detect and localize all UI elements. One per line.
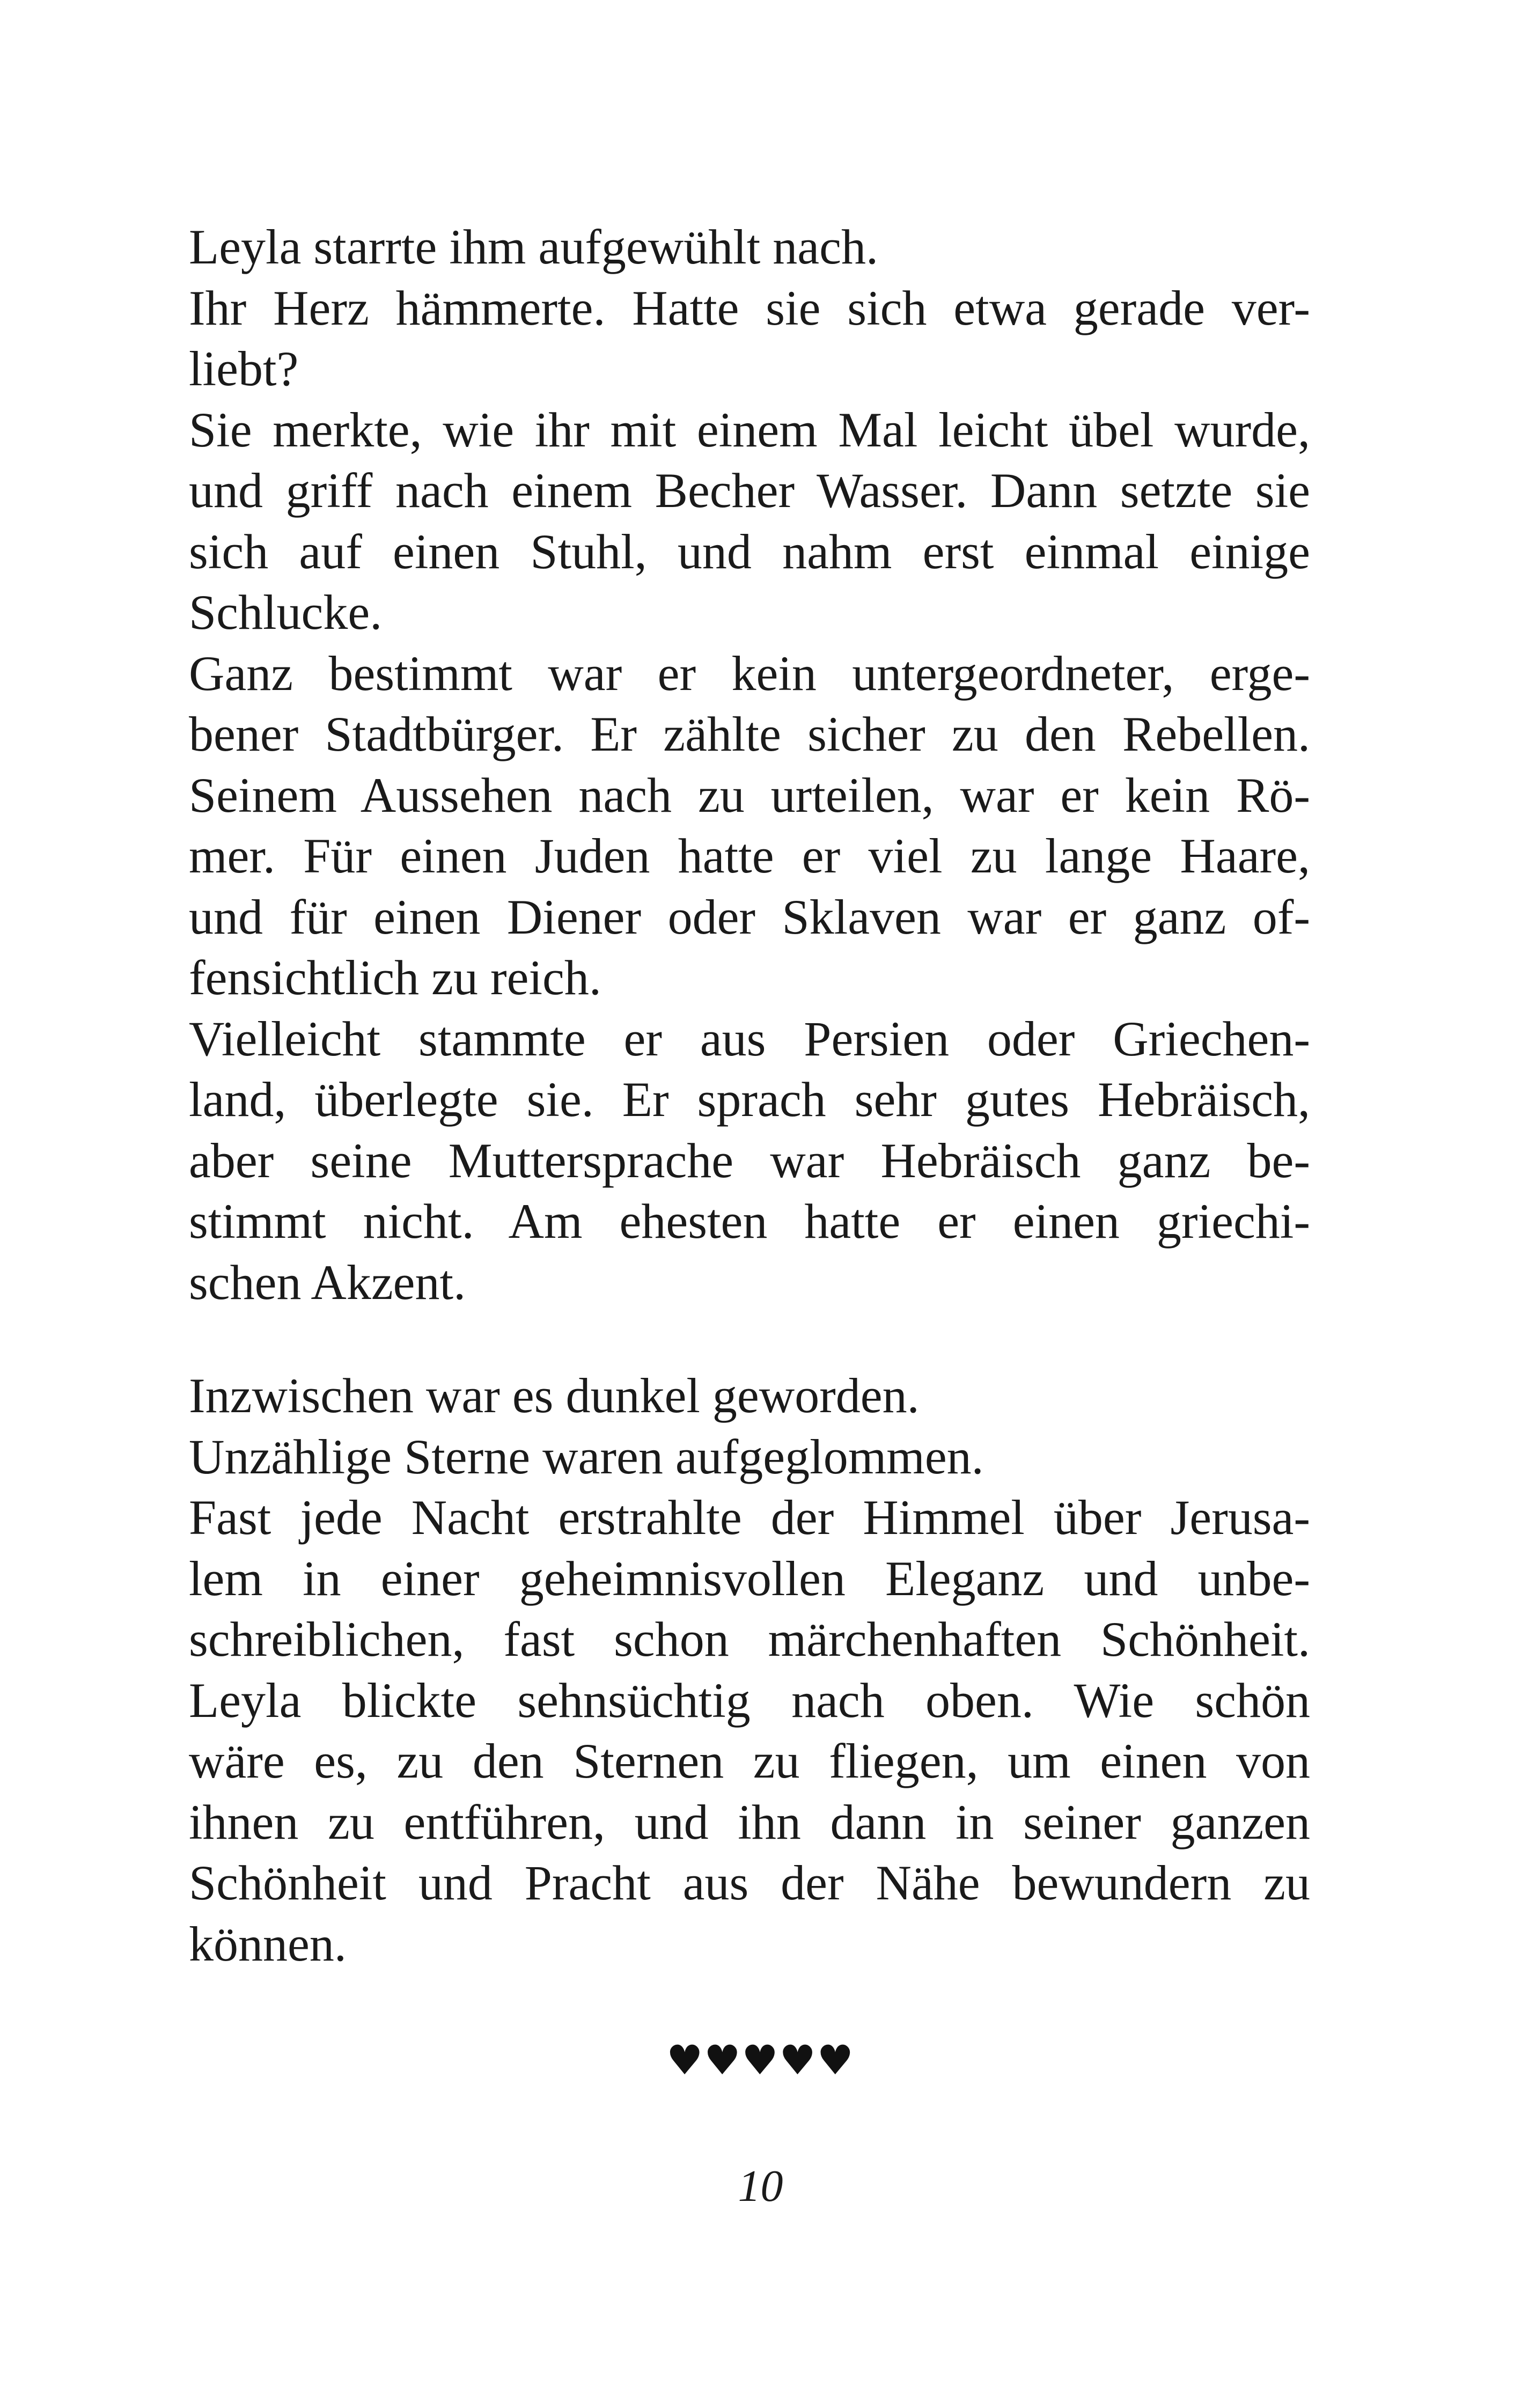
text-line: ihnen zu entführen, und ihn dann in seiner ganzen	[189, 1794, 1310, 1849]
text-line: Leyla blickte sehnsüchtig nach oben. Wie schön	[189, 1672, 1310, 1728]
text-line: und griff nach einem Becher Wasser. Dann setzte sie	[189, 463, 1310, 518]
text-line: Seinem Aussehen nach zu urteilen, war er kein Rö-	[189, 767, 1310, 823]
text-line: Ihr Herz hämmerte. Hatte sie sich etwa gerade ver-	[189, 280, 1310, 335]
text-line: schen Akzent.	[189, 1254, 466, 1310]
text-line: Schönheit und Pracht aus der Nähe bewundern zu	[189, 1855, 1310, 1910]
text-block-top	[189, 217, 1310, 1313]
text-line: land, überlegte sie. Er sprach sehr gutes Hebräisch,	[189, 1072, 1310, 1127]
text-line: fensichtlich zu reich.	[189, 950, 601, 1005]
text-line: Ganz bestimmt war er kein untergeordneter, erge-	[189, 645, 1310, 701]
text-line: aber seine Muttersprache war Hebräisch ganz be-	[189, 1133, 1310, 1188]
text-line: sich auf einen Stuhl, und nahm erst einmal einige	[189, 524, 1310, 579]
text-line: wäre es, zu den Sternen zu fliegen, um einen von	[189, 1734, 1310, 1788]
text-line: Inzwischen war es dunkel geworden.	[189, 1368, 920, 1423]
text-line: liebt?	[189, 341, 299, 396]
text-line: Vielleicht stammte er aus Persien oder Griechen-	[189, 1011, 1310, 1066]
text-line: stimmt nicht. Am ehesten hatte er einen griechi-	[189, 1194, 1310, 1249]
text-line: Schlucke.	[189, 585, 383, 640]
text-line: Fast jede Nacht erstrahlte der Himmel über Jerusa-	[189, 1490, 1310, 1545]
text-line: schreiblichen, fast schon märchenhaften Schönheit.	[189, 1612, 1310, 1666]
text-line: lem in einer geheimnisvollen Eleganz und unbe-	[189, 1551, 1310, 1606]
text-line: und für einen Diener oder Sklaven war er ganz of-	[189, 889, 1310, 944]
text-line: bener Stadtbürger. Er zählte sicher zu den Rebellen.	[189, 707, 1310, 761]
text-line: können.	[189, 1916, 347, 1971]
text-line: mer. Für einen Juden hatte er viel zu lange Haare,	[189, 828, 1310, 883]
text-line: Unzählige Sterne waren aufgeglommen.	[189, 1429, 984, 1484]
page-number: 10	[738, 2161, 783, 2211]
text-line: Sie merkte, wie ihr mit einem Mal leicht übel wurde,	[189, 402, 1310, 457]
hearts-ornament-divider: ♥♥♥♥♥	[666, 2036, 855, 2084]
text-block-bottom	[189, 1365, 1310, 1974]
text-line: Leyla starrte ihm aufgewühlt nach.	[189, 219, 878, 274]
